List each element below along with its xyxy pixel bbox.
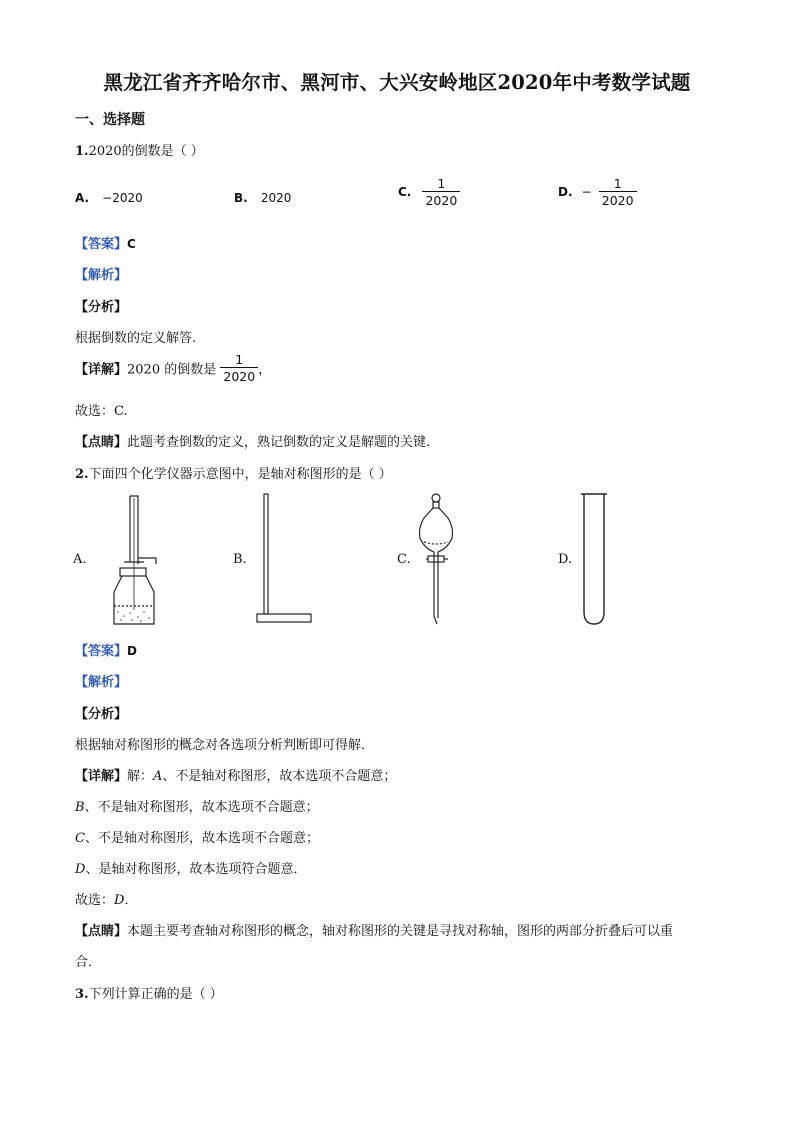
xiangjie-tag: 【详解】 (75, 362, 128, 378)
fraction-numerator: 1 (613, 176, 622, 191)
figure-label-c: C. (397, 552, 411, 567)
q1-xiangjie (75, 352, 271, 384)
figure-label-b: B. (233, 552, 247, 567)
q2-xiangjie-line-d (75, 858, 306, 877)
option-text: 2020 (260, 191, 292, 205)
q1-fenxi-text: 根据倒数的定义解答. (75, 331, 197, 346)
q2-xiangjie-line-c (75, 827, 319, 846)
option-letter: D (114, 893, 125, 908)
q2-dianjing-cont: 合． (75, 955, 102, 970)
q1-answer (75, 233, 136, 252)
answer-tag: 【答案】 (75, 644, 128, 659)
option-letter: A (153, 769, 163, 784)
dianjing-text: 本题主要考查轴对称图形的概念，轴对称图形的关键是寻找对称轴，图形的两部分折叠后可以重 (127, 924, 674, 939)
q1-option-a (75, 187, 143, 206)
dianjing-tag: 【点睛】 (75, 435, 128, 450)
question-3-text: 下列计算正确的是（ ） (88, 987, 223, 1002)
question-3-stem (75, 983, 223, 1002)
figure-label-a: A. (73, 552, 87, 567)
question-2-text: 下面四个化学仪器示意图中，是轴对称图形的是（ ） (88, 467, 392, 482)
iron-stand-illustration (255, 492, 315, 628)
q1-fenxi-tag: 【分析】 (75, 300, 128, 315)
line-text: 、不是轴对称图形，故本选项不合题意； (84, 831, 319, 846)
option-label: A. (75, 191, 90, 205)
option-letter: C (75, 831, 85, 846)
q2-dianjing (75, 920, 673, 939)
question-2-number: 2. (75, 467, 89, 482)
option-letter: B (75, 800, 85, 815)
figure-label-d: D. (558, 552, 573, 567)
question-1-text: 2020的倒数是（ ） (88, 144, 204, 159)
q1-option-d (558, 176, 637, 208)
fraction-denominator: 2020 (422, 191, 460, 208)
q2-fenxi-tag: 【分析】 (75, 707, 128, 722)
option-label: D. (558, 185, 573, 199)
line-text: 、不是轴对称图形，故本选项不合题意； (84, 800, 319, 815)
option-label: C. (398, 185, 412, 199)
answer-tag: 【答案】 (75, 237, 128, 252)
option-label: B. (234, 191, 248, 205)
dianjing-text: 此题考查倒数的定义，熟记倒数的定义是解题的关键. (127, 435, 431, 450)
q1-option-b (234, 187, 291, 206)
xiangjie-prefix: 解： (127, 769, 154, 784)
dianjing-tag: 【点睛】 (75, 924, 128, 939)
fraction (599, 176, 637, 208)
fraction-denominator: 2020 (599, 191, 637, 208)
xiangjie-comma: ， (258, 362, 272, 378)
q1-choose: 故选：C. (75, 404, 128, 419)
question-3-number: 3. (75, 987, 89, 1002)
test-tube-illustration (578, 490, 610, 628)
q1-option-c (398, 176, 460, 208)
line-text: 、是轴对称图形，故本选项符合题意． (85, 862, 307, 877)
q2-fenxi-text: 根据轴对称图形的概念对各选项分析判断即可得解． (75, 738, 375, 753)
gas-bottle-illustration (104, 492, 164, 628)
xiangjie-text: 2020 的倒数是 (127, 362, 217, 378)
question-1-number: 1. (75, 144, 89, 159)
q2-choose (75, 889, 137, 908)
q2-xiangjie-line-b (75, 796, 319, 815)
q2-analysis-tag: 【解析】 (75, 675, 128, 690)
choose-prefix: 故选： (75, 893, 115, 908)
question-2-stem (75, 463, 392, 482)
page-title: 黑龙江省齐齐哈尔市、黑河市、大兴安岭地区2020年中考数学试题 (103, 71, 691, 94)
fraction-denominator: 2020 (220, 367, 258, 384)
q2-xiangjie-line-a (75, 765, 396, 784)
fraction (220, 352, 258, 384)
fraction (422, 176, 460, 208)
separatory-funnel-illustration (416, 490, 460, 630)
q2-answer (75, 640, 137, 659)
option-letter: D (75, 862, 86, 877)
fraction-numerator: 1 (437, 176, 446, 191)
q1-dianjing (75, 431, 430, 450)
choose-suffix: ． (124, 893, 138, 908)
fraction-numerator: 1 (235, 352, 244, 367)
section-heading: 一、选择题 (75, 112, 145, 128)
answer-value: C (127, 237, 136, 251)
xiangjie-tag: 【详解】 (75, 769, 128, 784)
option-text: −2020 (102, 191, 143, 205)
answer-value: D (127, 644, 137, 658)
question-1-stem (75, 140, 204, 159)
line-text: 、不是轴对称图形，故本选项不合题意； (162, 769, 397, 784)
minus-sign: − (581, 185, 592, 199)
q1-analysis-tag: 【解析】 (75, 268, 128, 283)
